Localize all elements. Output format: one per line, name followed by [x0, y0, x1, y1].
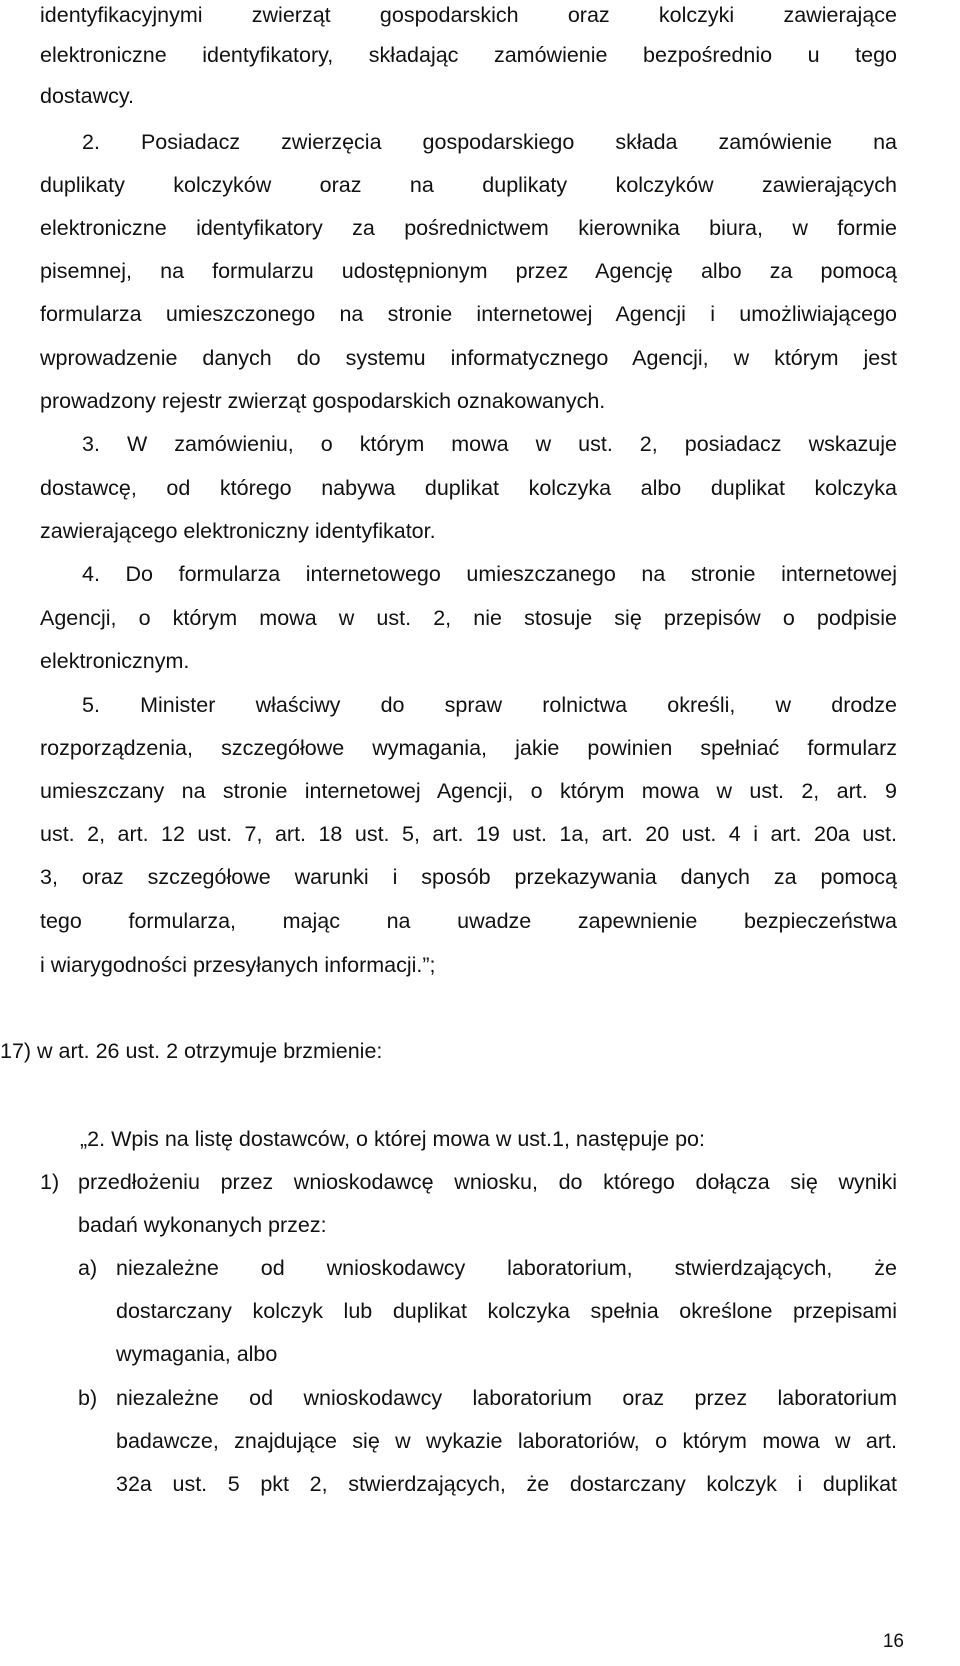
text-line: rozporządzenia, szczegółowe wymagania, jakie powinien spełniać formularz	[40, 736, 897, 760]
text-line: elektroniczne identyfikatory, składając zamówienie bezpośrednio u tego	[40, 43, 897, 67]
text-line: pisemnej, na formularzu udostępnionym przez Agencję albo za pomocą	[40, 259, 897, 283]
text-line: umieszczany na stronie internetowej Agencji, o którym mowa w ust. 2, art. 9	[40, 779, 897, 803]
quoted-paragraph-2: „2. Wpis na listę dostawców, o której mowa w ust.1, następuje po:	[80, 1127, 705, 1151]
list-item-a-text: wymagania, albo	[116, 1342, 278, 1366]
text-line: ust. 2, art. 12 ust. 7, art. 18 ust. 5, art. 19 ust. 1a, art. 20 ust. 4 i art. 20a ust.	[40, 822, 897, 846]
list-item-a-text: dostarczany kolczyk lub duplikat kolczyka spełnia określone przepisami	[116, 1299, 897, 1323]
list-item-1-text: badań wykonanych przez:	[78, 1213, 327, 1237]
list-item-b-text: niezależne od wnioskodawcy laboratorium oraz przez laboratorium	[116, 1386, 897, 1410]
paragraph-4-line: 4. Do formularza internetowego umieszczanego na stronie internetowej	[82, 562, 897, 586]
amendment-point-17: 17) w art. 26 ust. 2 otrzymuje brzmienie:	[0, 1039, 383, 1063]
list-item-1-text: przedłożeniu przez wnioskodawcę wniosku, do którego dołącza się wyniki	[78, 1170, 897, 1194]
paragraph-5-line: 5. Minister właściwy do spraw rolnictwa określi, w drodze	[82, 693, 897, 717]
text-line: duplikaty kolczyków oraz na duplikaty kolczyków zawierających	[40, 173, 897, 197]
text-line: elektronicznym.	[40, 649, 190, 673]
page-number: 16	[882, 1631, 904, 1652]
text-line: prowadzony rejestr zwierząt gospodarskich oznakowanych.	[40, 389, 606, 413]
list-item-a-text: niezależne od wnioskodawcy laboratorium, stwierdzających, że	[116, 1256, 897, 1280]
list-item-b-text: badawcze, znajdujące się w wykazie laboratoriów, o którym mowa w art.	[116, 1429, 897, 1453]
list-marker-1: 1)	[40, 1170, 60, 1194]
text-line: identyfikacyjnymi zwierząt gospodarskich oraz kolczyki zawierające	[40, 3, 897, 27]
text-line: dostawcy.	[40, 84, 134, 108]
paragraph-2-line: 2. Posiadacz zwierzęcia gospodarskiego składa zamówienie na	[82, 130, 897, 154]
text-line: tego formularza, mając na uwadze zapewnienie bezpieczeństwa	[40, 909, 897, 933]
text-line: formularza umieszczonego na stronie internetowej Agencji i umożliwiającego	[40, 302, 897, 326]
text-line: 3, oraz szczegółowe warunki i sposób przekazywania danych za pomocą	[40, 865, 897, 889]
list-marker-b: b)	[78, 1386, 98, 1410]
text-line: elektroniczne identyfikatory za pośrednictwem kierownika biura, w formie	[40, 216, 897, 240]
list-marker-a: a)	[78, 1256, 98, 1280]
text-line: wprowadzenie danych do systemu informatycznego Agencji, w którym jest	[40, 346, 897, 370]
list-item-b-text: 32a ust. 5 pkt 2, stwierdzających, że dostarczany kolczyk i duplikat	[116, 1472, 897, 1496]
text-line: zawierającego elektroniczny identyfikator.	[40, 519, 436, 543]
text-line: dostawcę, od którego nabywa duplikat kolczyka albo duplikat kolczyka	[40, 476, 897, 500]
text-line: Agencji, o którym mowa w ust. 2, nie stosuje się przepisów o podpisie	[40, 606, 897, 630]
paragraph-3-line: 3. W zamówieniu, o którym mowa w ust. 2, posiadacz wskazuje	[82, 432, 897, 456]
text-line: i wiarygodności przesyłanych informacji.”;	[40, 953, 436, 977]
